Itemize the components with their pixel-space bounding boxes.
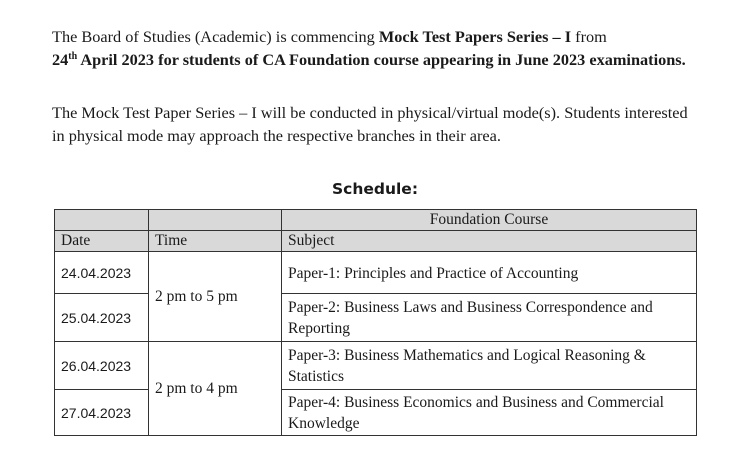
mock-test-series-title: Mock Test Papers Series – I: [378, 27, 572, 46]
subject-column-header: Subject: [282, 231, 697, 252]
column-header-row: [55, 231, 697, 252]
date-column-header: Date: [55, 231, 149, 252]
exam-time: 2 pm to 5 pm: [149, 252, 282, 342]
intro-paragraph-2: The Mock Test Paper Series – I will be conducted in physical/virtual mode(s). Students interested in physical mode may approach the respective branches in their area.: [52, 103, 688, 145]
table-row: [55, 342, 697, 390]
exam-subject: Paper-4: Business Economics and Business and Commercial Knowledge: [282, 390, 697, 436]
course-name: Foundation Course: [282, 210, 697, 231]
empty-header-cell: [55, 210, 149, 231]
exam-subject: Paper-3: Business Mathematics and Logical Reasoning & Statistics: [282, 342, 697, 390]
start-date-suffix: th: [68, 50, 78, 62]
start-date-day: 24: [52, 49, 69, 69]
exam-date: 27.04.2023: [55, 390, 149, 436]
intro-p1-from: from: [571, 27, 607, 46]
empty-header-cell: [149, 210, 282, 231]
exam-subject: Paper-1: Principles and Practice of Accounting: [282, 252, 697, 294]
intro-p1-bold-rest: April 2023 for students of CA Foundation course appearing in June 2023 examinations.: [77, 49, 686, 69]
exam-date: 25.04.2023: [55, 294, 149, 342]
table-row: [55, 252, 697, 294]
exam-time: 2 pm to 4 pm: [149, 342, 282, 436]
schedule-title: Schedule:: [331, 180, 419, 198]
intro-p1-prefix: The Board of Studies (Academic) is commencing: [52, 27, 379, 46]
exam-date: 24.04.2023: [55, 252, 149, 294]
schedule-table: [54, 209, 697, 436]
time-column-header: Time: [149, 231, 282, 252]
intro-paragraph-1: [52, 26, 702, 71]
exam-date: 26.04.2023: [55, 342, 149, 390]
exam-subject: Paper-2: Business Laws and Business Correspondence and Reporting: [282, 294, 697, 342]
course-header-row: [55, 210, 697, 231]
